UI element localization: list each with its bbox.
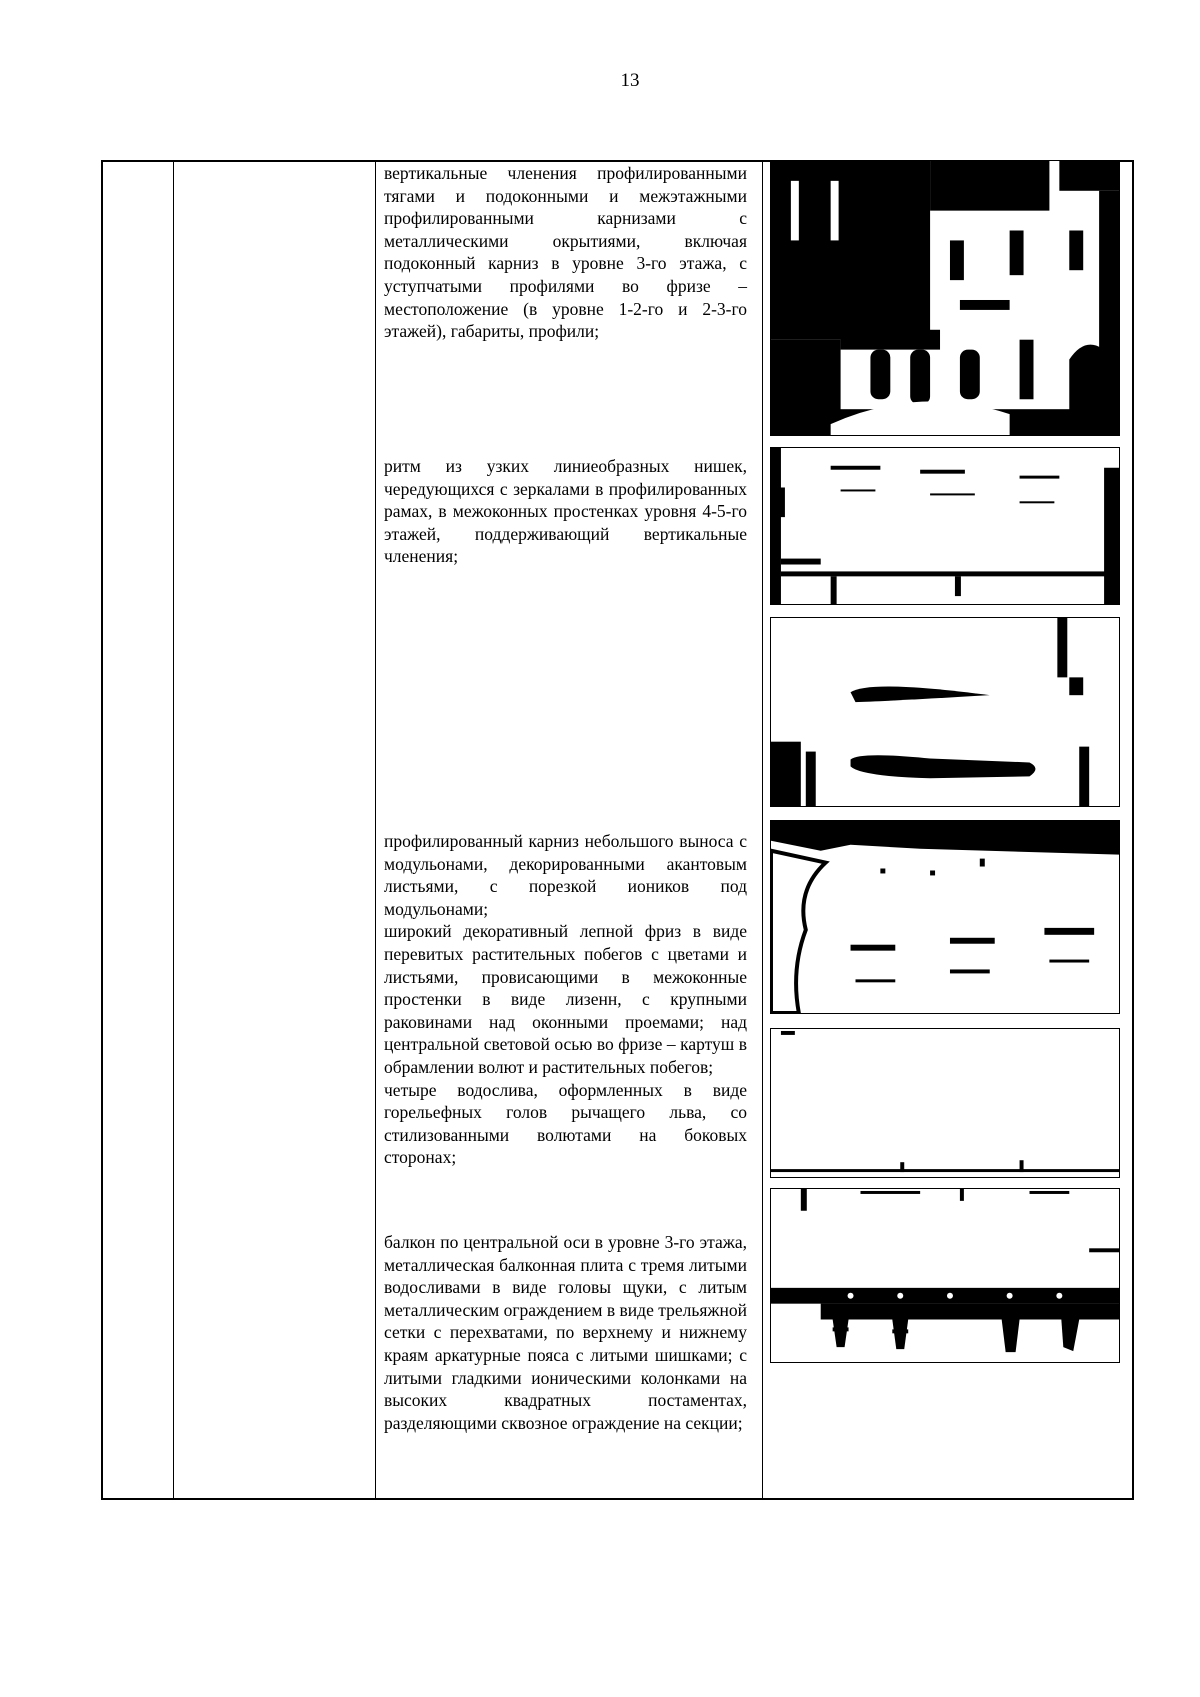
description-cornice-frieze bbox=[384, 830, 747, 1169]
paragraph: вертикальные членения профилированными тягами и подоконными и межэтажными профилированными карнизами с металлическими окрытиями, включая подоконный карниз в уровне 3-го этажа, с уступчатыми профилями во фризе – местоположение (в уровне 1-2-го и 2-3-го этажей), габариты, профили; bbox=[384, 163, 747, 342]
paragraph: профилированный карниз небольшого выноса с модульонами, декорированными акантовым листьями, с порезкой иоников под модульонами; bbox=[384, 831, 747, 919]
paragraph: четыре водослива, оформленных в виде горельефных голов рычащего льва, со стилизованными волютами на боковых сторонах; bbox=[384, 1079, 747, 1168]
frieze-photo bbox=[770, 1028, 1120, 1178]
column-divider-1 bbox=[173, 162, 174, 1498]
description-balcony bbox=[384, 1231, 747, 1434]
column-divider-2 bbox=[375, 162, 376, 1498]
column-divider-3 bbox=[762, 162, 763, 1498]
balcony-photo bbox=[770, 1188, 1120, 1363]
page-number: 13 bbox=[620, 70, 640, 91]
facade-photo bbox=[770, 160, 1120, 436]
description-niches-rhythm bbox=[384, 455, 747, 568]
paragraph: балкон по центральной оси в уровне 3-го этажа, металлическая балконная плита с тремя литыми водосливами в виде головы щуки, с литым металлическим ограждением в виде трельяжной сетки с перехватами, по верхнему и нижнему краям аркатурные пояса с литыми шишками; с литыми гладкими ионическими колонками на высоких квадратных постаментах, разделяющими сквозное ограждение на секции; bbox=[384, 1232, 747, 1433]
cornice-photo bbox=[770, 820, 1120, 1014]
niche-detail-photo bbox=[770, 617, 1120, 807]
paragraph: ритм из узких линиеобразных нишек, чередующихся с зеркалами в профилированных рамах, в межоконных простенках уровня 4-5-го этажей, поддерживающий вертикальные членения; bbox=[384, 456, 747, 567]
description-vertical-divisions bbox=[384, 162, 747, 343]
niches-photo bbox=[770, 447, 1120, 605]
paragraph: широкий декоративный лепной фриз в виде перевитых растительных побегов с цветами и листьями, провисающими в межоконные простенки в виде лизенн, с крупными раковинами над оконными проемами; над центральной световой осью во фризе – картуш в обрамлении волют и растительных побегов; bbox=[384, 921, 747, 1077]
